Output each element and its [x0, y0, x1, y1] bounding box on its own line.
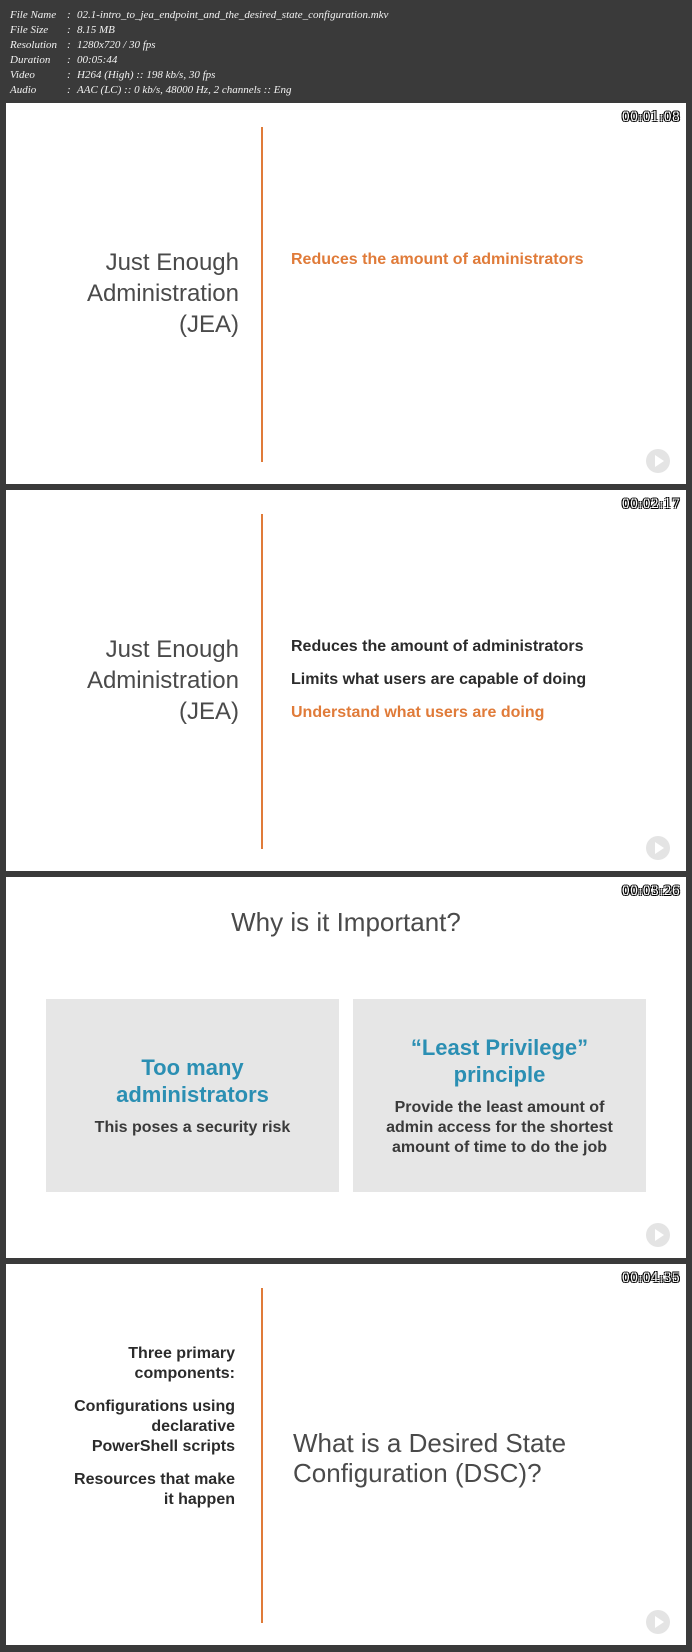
bullet-text: Reduces the amount of administrators [291, 638, 584, 655]
card-too-many-admins [46, 999, 339, 1192]
info-separator: : [67, 9, 71, 21]
slide-title [293, 1428, 566, 1488]
file-info-row [10, 8, 388, 23]
card-body [95, 1118, 291, 1138]
component-line: PowerShell scripts [91, 1438, 235, 1455]
card-least-privilege [353, 999, 646, 1192]
info-key: Audio [10, 84, 37, 96]
bullet-text: Reduces the amount of administrators [291, 251, 584, 268]
info-separator: : [67, 54, 71, 66]
video-frame-1 [6, 103, 686, 484]
info-value: 8.15 MB [77, 24, 115, 36]
play-icon[interactable] [646, 1223, 670, 1247]
file-info-row [10, 23, 388, 38]
file-info-row [10, 53, 388, 68]
info-value: 1280x720 / 30 fps [77, 39, 156, 51]
component-configurations [74, 1397, 235, 1457]
component-line: Configurations using [74, 1398, 235, 1415]
file-info-row [10, 68, 388, 83]
info-separator: : [67, 69, 71, 81]
card-body-line: This poses a security risk [94, 1118, 291, 1136]
title-line: Just Enough [105, 249, 239, 276]
divider-line [261, 514, 263, 849]
component-line: declarative [151, 1418, 235, 1435]
bullet-text: Understand what users are doing [291, 704, 545, 721]
info-value: 00:05:44 [77, 54, 118, 66]
info-key: Resolution [10, 39, 58, 51]
info-separator: : [67, 24, 71, 36]
file-info-row [10, 38, 388, 53]
info-separator: : [67, 84, 71, 96]
component-line: Three primary [128, 1345, 235, 1362]
file-info [10, 8, 388, 98]
slide-title: Why is it Important? [231, 907, 461, 937]
component-line: Resources that make [74, 1471, 235, 1488]
info-key: File Size [10, 24, 49, 36]
card-body [386, 1098, 613, 1158]
card-heading [411, 1034, 588, 1088]
title-line: Just Enough [105, 636, 239, 663]
play-icon[interactable] [646, 449, 670, 473]
frame-timestamp: 00:04:35 [621, 1271, 680, 1286]
info-value: AAC (LC) :: 0 kb/s, 48000 Hz, 2 channels :: Eng [77, 84, 292, 96]
title-line: (JEA) [179, 311, 239, 338]
card-body-line: Provide the least amount of [394, 1098, 605, 1116]
card-body-line: amount of time to do the job [391, 1138, 608, 1156]
component-line: it happen [163, 1491, 235, 1508]
card-heading [116, 1054, 269, 1108]
video-frame-2 [6, 490, 686, 871]
card-heading-line: principle [453, 1061, 546, 1087]
slide-title [87, 634, 239, 727]
frame-timestamp: 00:03:26 [621, 884, 680, 899]
card-body-line: admin access for the shortest [386, 1118, 613, 1136]
frame-timestamp: 00:01:08 [621, 110, 680, 125]
title-line: Administration [86, 667, 239, 694]
info-value: 02.1-intro_to_jea_endpoint_and_the_desired_state_configuration.mkv [77, 9, 389, 21]
divider-line [261, 1288, 263, 1623]
info-key: Video [10, 69, 35, 81]
title-line: (JEA) [179, 698, 239, 725]
video-frame-3 [6, 877, 686, 1258]
card-heading-line: “Least Privilege” [410, 1034, 589, 1060]
info-key: File Name [10, 9, 57, 21]
info-key: Duration [10, 54, 51, 66]
title-line: What is a Desired State [293, 1428, 567, 1458]
component-resources [74, 1470, 235, 1510]
info-separator: : [67, 39, 71, 51]
play-icon[interactable] [646, 1610, 670, 1634]
bullet-text: Limits what users are capable of doing [291, 671, 587, 688]
frame-timestamp: 00:02:17 [621, 497, 680, 512]
component-line: components: [134, 1365, 235, 1382]
title-line: Configuration (DSC)? [293, 1458, 542, 1488]
card-heading-line: Too many [141, 1054, 244, 1080]
title-line: Administration [86, 280, 239, 307]
card-heading-line: administrators [116, 1081, 269, 1107]
video-frame-4 [6, 1264, 686, 1645]
play-icon[interactable] [646, 836, 670, 860]
file-info-row [10, 83, 388, 98]
components-intro [128, 1344, 235, 1384]
info-value: H264 (High) :: 198 kb/s, 30 fps [77, 69, 216, 81]
divider-line [261, 127, 263, 462]
slide-title [87, 247, 239, 340]
